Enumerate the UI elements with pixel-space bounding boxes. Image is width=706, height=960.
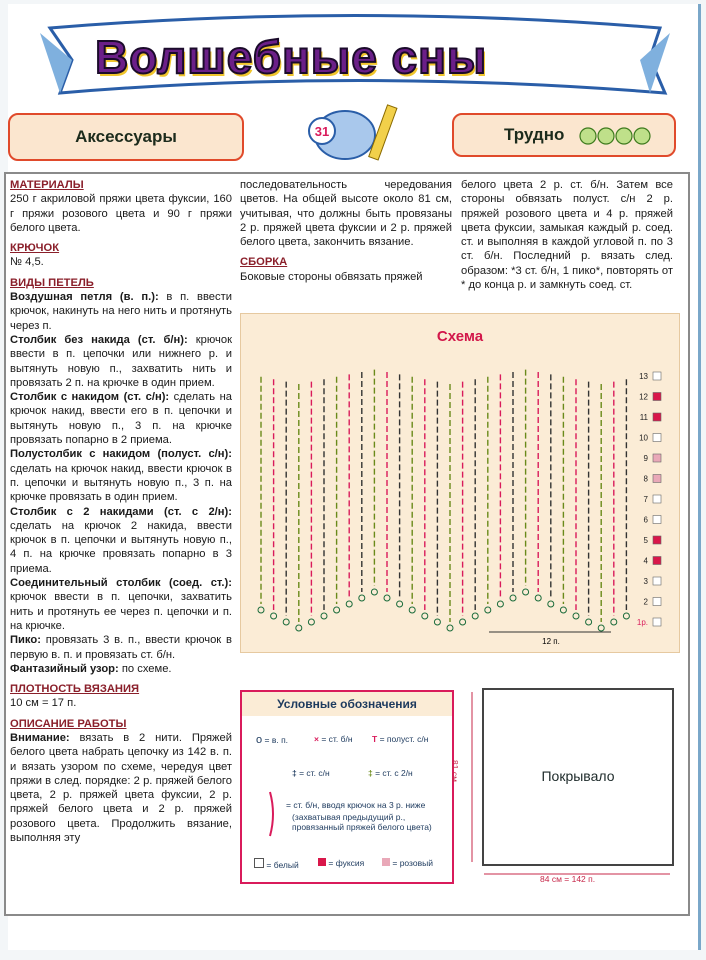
chain-stitch xyxy=(623,613,629,619)
stitches-heading: ВИДЫ ПЕТЕЛЬ xyxy=(10,276,94,289)
chain-stitch xyxy=(334,607,340,613)
schema-chart xyxy=(241,314,679,652)
row-color-square xyxy=(653,577,661,585)
legend-dc: ‡ = ст. с/н xyxy=(292,768,330,778)
chain-stitch xyxy=(258,607,264,613)
hook-heading: КРЮЧОК xyxy=(10,242,60,255)
legend-tr: ‡ = ст. с 2/н xyxy=(368,768,413,778)
stitch-tr: Столбик с 2 накидами (ст. с 2/н): сделать на крючок 2 накида, ввести крючок в п. цепочки и вытянуть новую п., 4 п. на крючке провязать попарно в 3 приема. xyxy=(10,505,232,575)
row-label: 7 xyxy=(643,495,648,504)
difficulty-icons xyxy=(578,122,658,148)
chain-stitch xyxy=(283,619,289,625)
row-label: 11 xyxy=(639,413,648,422)
chain-stitch xyxy=(422,613,428,619)
row-label: 8 xyxy=(643,474,648,484)
stitch-fancy: Фантазийный узор: по схеме. xyxy=(10,662,172,675)
legend-box xyxy=(240,690,454,884)
row-label: 2 xyxy=(643,597,648,607)
chain-stitch xyxy=(321,613,327,619)
blanket-width: 84 см = 142 п. xyxy=(540,874,596,884)
row-label: 4 xyxy=(643,556,648,566)
chain-stitch xyxy=(485,607,491,613)
materials-text: 250 г акриловой пряжи цвета фуксии, 160 г пряжи розового цвета и 90 г пряжи белого цвета. xyxy=(10,193,232,234)
blanket-label: Покрывало xyxy=(541,768,615,784)
legend-ch: o = в. п. xyxy=(256,734,289,746)
chain-stitch xyxy=(611,619,617,625)
legend-hdc: T = полуст. с/н xyxy=(372,734,429,744)
chain-stitch xyxy=(371,589,377,595)
row-label: 9 xyxy=(643,454,648,463)
stitch-picot: Пико: провязать 3 в. п., ввести крючок в первую в. п. и провязать ст. б/н. xyxy=(10,634,232,661)
difficulty-text: Трудно xyxy=(504,125,565,144)
assembly-continued: белого цвета 2 р. ст. б/н. Затем все стороны обвязать полуст. с/н 2 р. пряжей розового цвета и 4 р. пряжей цвета фуксии, замыкая каждый р. соед. ст. и выполняя в каждой угловой п. по 3 ст. б/н. Последний р. вязать след. образом: *3 ст. б/н, 1 пико*, повторять от * до конца р. и замкнуть соед. ст. xyxy=(461,179,673,292)
legend-sc: × = ст. б/н xyxy=(314,734,353,744)
work-text: Внимание: вязать в 2 нити. Пряжей белого цвета набрать цепочку из 142 в. п. и вязать узором по схеме, чередуя цвет пряжи в след. порядке: 2 р. пряжей белого цвета, 2 р. пряжей цвета фуксии, 2 р. пряжей белого цвета и 2 р. пряжей розового цвета. Продолжить вязание, выполняя эту xyxy=(10,731,232,845)
blanket-height-arrow xyxy=(466,690,478,864)
row-label: 6 xyxy=(643,515,648,525)
chain-stitch xyxy=(384,595,390,601)
legend-pink: = розовый xyxy=(382,858,433,868)
row-color-square xyxy=(653,434,661,442)
row-label: 12 xyxy=(639,392,648,402)
chain-stitch xyxy=(397,601,403,607)
chain-stitch xyxy=(598,625,604,631)
row-label: 5 xyxy=(643,536,648,545)
chain-stitch xyxy=(560,607,566,613)
long-stitch-symbol-icon xyxy=(264,790,278,838)
chain-stitch xyxy=(548,601,554,607)
row-color-square xyxy=(653,557,661,565)
hippo-mascot-icon xyxy=(300,95,400,165)
issue-number: 31 xyxy=(314,124,330,139)
row-color-square xyxy=(653,618,661,626)
row-label: 3 xyxy=(643,577,648,586)
density-text: 10 см = 17 п. xyxy=(10,697,77,710)
chain-stitch xyxy=(586,619,592,625)
column-1 xyxy=(10,178,232,845)
row-color-square xyxy=(653,372,661,380)
chain-stitch xyxy=(409,607,415,613)
materials-heading: МАТЕРИАЛЫ xyxy=(10,179,84,191)
chain-stitch xyxy=(271,613,277,619)
row-color-square xyxy=(653,536,661,544)
stitch-slst: Соединительный столбик (соед. ст.): крючок ввести в п. цепочки, захватить нить и протянуть ее через п. цепочки и п. на крючке. xyxy=(10,577,232,632)
blanket-height: 81 см xyxy=(450,760,460,782)
chain-stitch xyxy=(460,619,466,625)
row-color-square xyxy=(653,393,661,401)
stitch-ch: Воздушная петля (в. п.): в п. ввести крючок, накинуть на него нить и протянуть через п. xyxy=(10,291,232,332)
column-3 xyxy=(461,178,673,292)
blanket-width-arrow xyxy=(482,866,672,886)
chain-stitch xyxy=(434,619,440,625)
category-label: Аксессуары xyxy=(8,113,244,161)
density-heading: ПЛОТНОСТЬ ВЯЗАНИЯ xyxy=(10,683,140,696)
chain-stitch xyxy=(346,601,352,607)
chain-stitch xyxy=(573,613,579,619)
crochet-schema xyxy=(240,313,680,653)
row-color-square xyxy=(653,516,661,524)
row-color-square xyxy=(653,495,661,503)
row-label: 13 xyxy=(639,372,648,381)
chain-stitch xyxy=(359,595,365,601)
legend-long-sc-note: (захватывая предыдущий р., провязанный пряжей белого цвета) xyxy=(292,812,432,832)
difficulty-label xyxy=(452,113,676,157)
assembly-text: Боковые стороны обвязать пряжей xyxy=(240,270,423,283)
row-color-square xyxy=(653,598,661,606)
repeat-label: 12 п. xyxy=(542,637,560,646)
chain-stitch xyxy=(308,619,314,625)
schema-title: Схема xyxy=(436,328,484,345)
chain-stitch xyxy=(497,601,503,607)
row-label: 10 xyxy=(639,433,648,443)
chain-stitch xyxy=(523,589,529,595)
blanket-diagram xyxy=(482,688,674,866)
page-title: Волшебные сны xyxy=(95,31,488,83)
legend-fuchsia: = фуксия xyxy=(318,858,364,868)
row-color-square xyxy=(653,454,661,462)
column-2 xyxy=(240,178,452,284)
row-label: 1р. xyxy=(636,618,648,627)
assembly-heading: СБОРКА xyxy=(240,256,288,269)
stitch-sc: Столбик без накида (ст. б/н): крючок ввести в п. цепочки или нижнего р. и вытянуть новую п., захватить нить и провязать 2 п. на крючке в один прием. xyxy=(10,333,232,389)
row-color-square xyxy=(653,413,661,421)
chain-stitch xyxy=(510,595,516,601)
work-continued: последовательность чередования цветов. На общей высоте около 81 см, учитывая, что должны быть провязаны 2 р. пряжей цвета фуксии и 2 р. пряжей белого цвета, закончить вязание. xyxy=(240,179,452,249)
chain-stitch xyxy=(447,625,453,631)
chain-stitch xyxy=(535,595,541,601)
chain-stitch xyxy=(296,625,302,631)
hook-text: № 4,5. xyxy=(10,256,44,269)
legend-title: Условные обозначения xyxy=(242,692,452,716)
legend-long-sc: = ст. б/н, вводя крючок на 3 р. ниже xyxy=(286,800,426,810)
chain-stitch xyxy=(472,613,478,619)
legend-white: = белый xyxy=(254,858,299,870)
stitch-hdc: Полустолбик с накидом (полуст. с/н): сделать на крючок накид, ввести крючок в п. цепочки и вытянуть новую п., 3 п. на крючке провязать в один прием. xyxy=(10,448,232,504)
stitch-dc: Столбик с накидом (ст. с/н): сделать на крючок накид, ввести его в п. цепочки и вытянуть новую п., 3 п. на крючке провязать попарно в 2 приема. xyxy=(10,391,233,447)
work-heading: ОПИСАНИЕ РАБОТЫ xyxy=(10,717,127,730)
row-color-square xyxy=(653,475,661,483)
